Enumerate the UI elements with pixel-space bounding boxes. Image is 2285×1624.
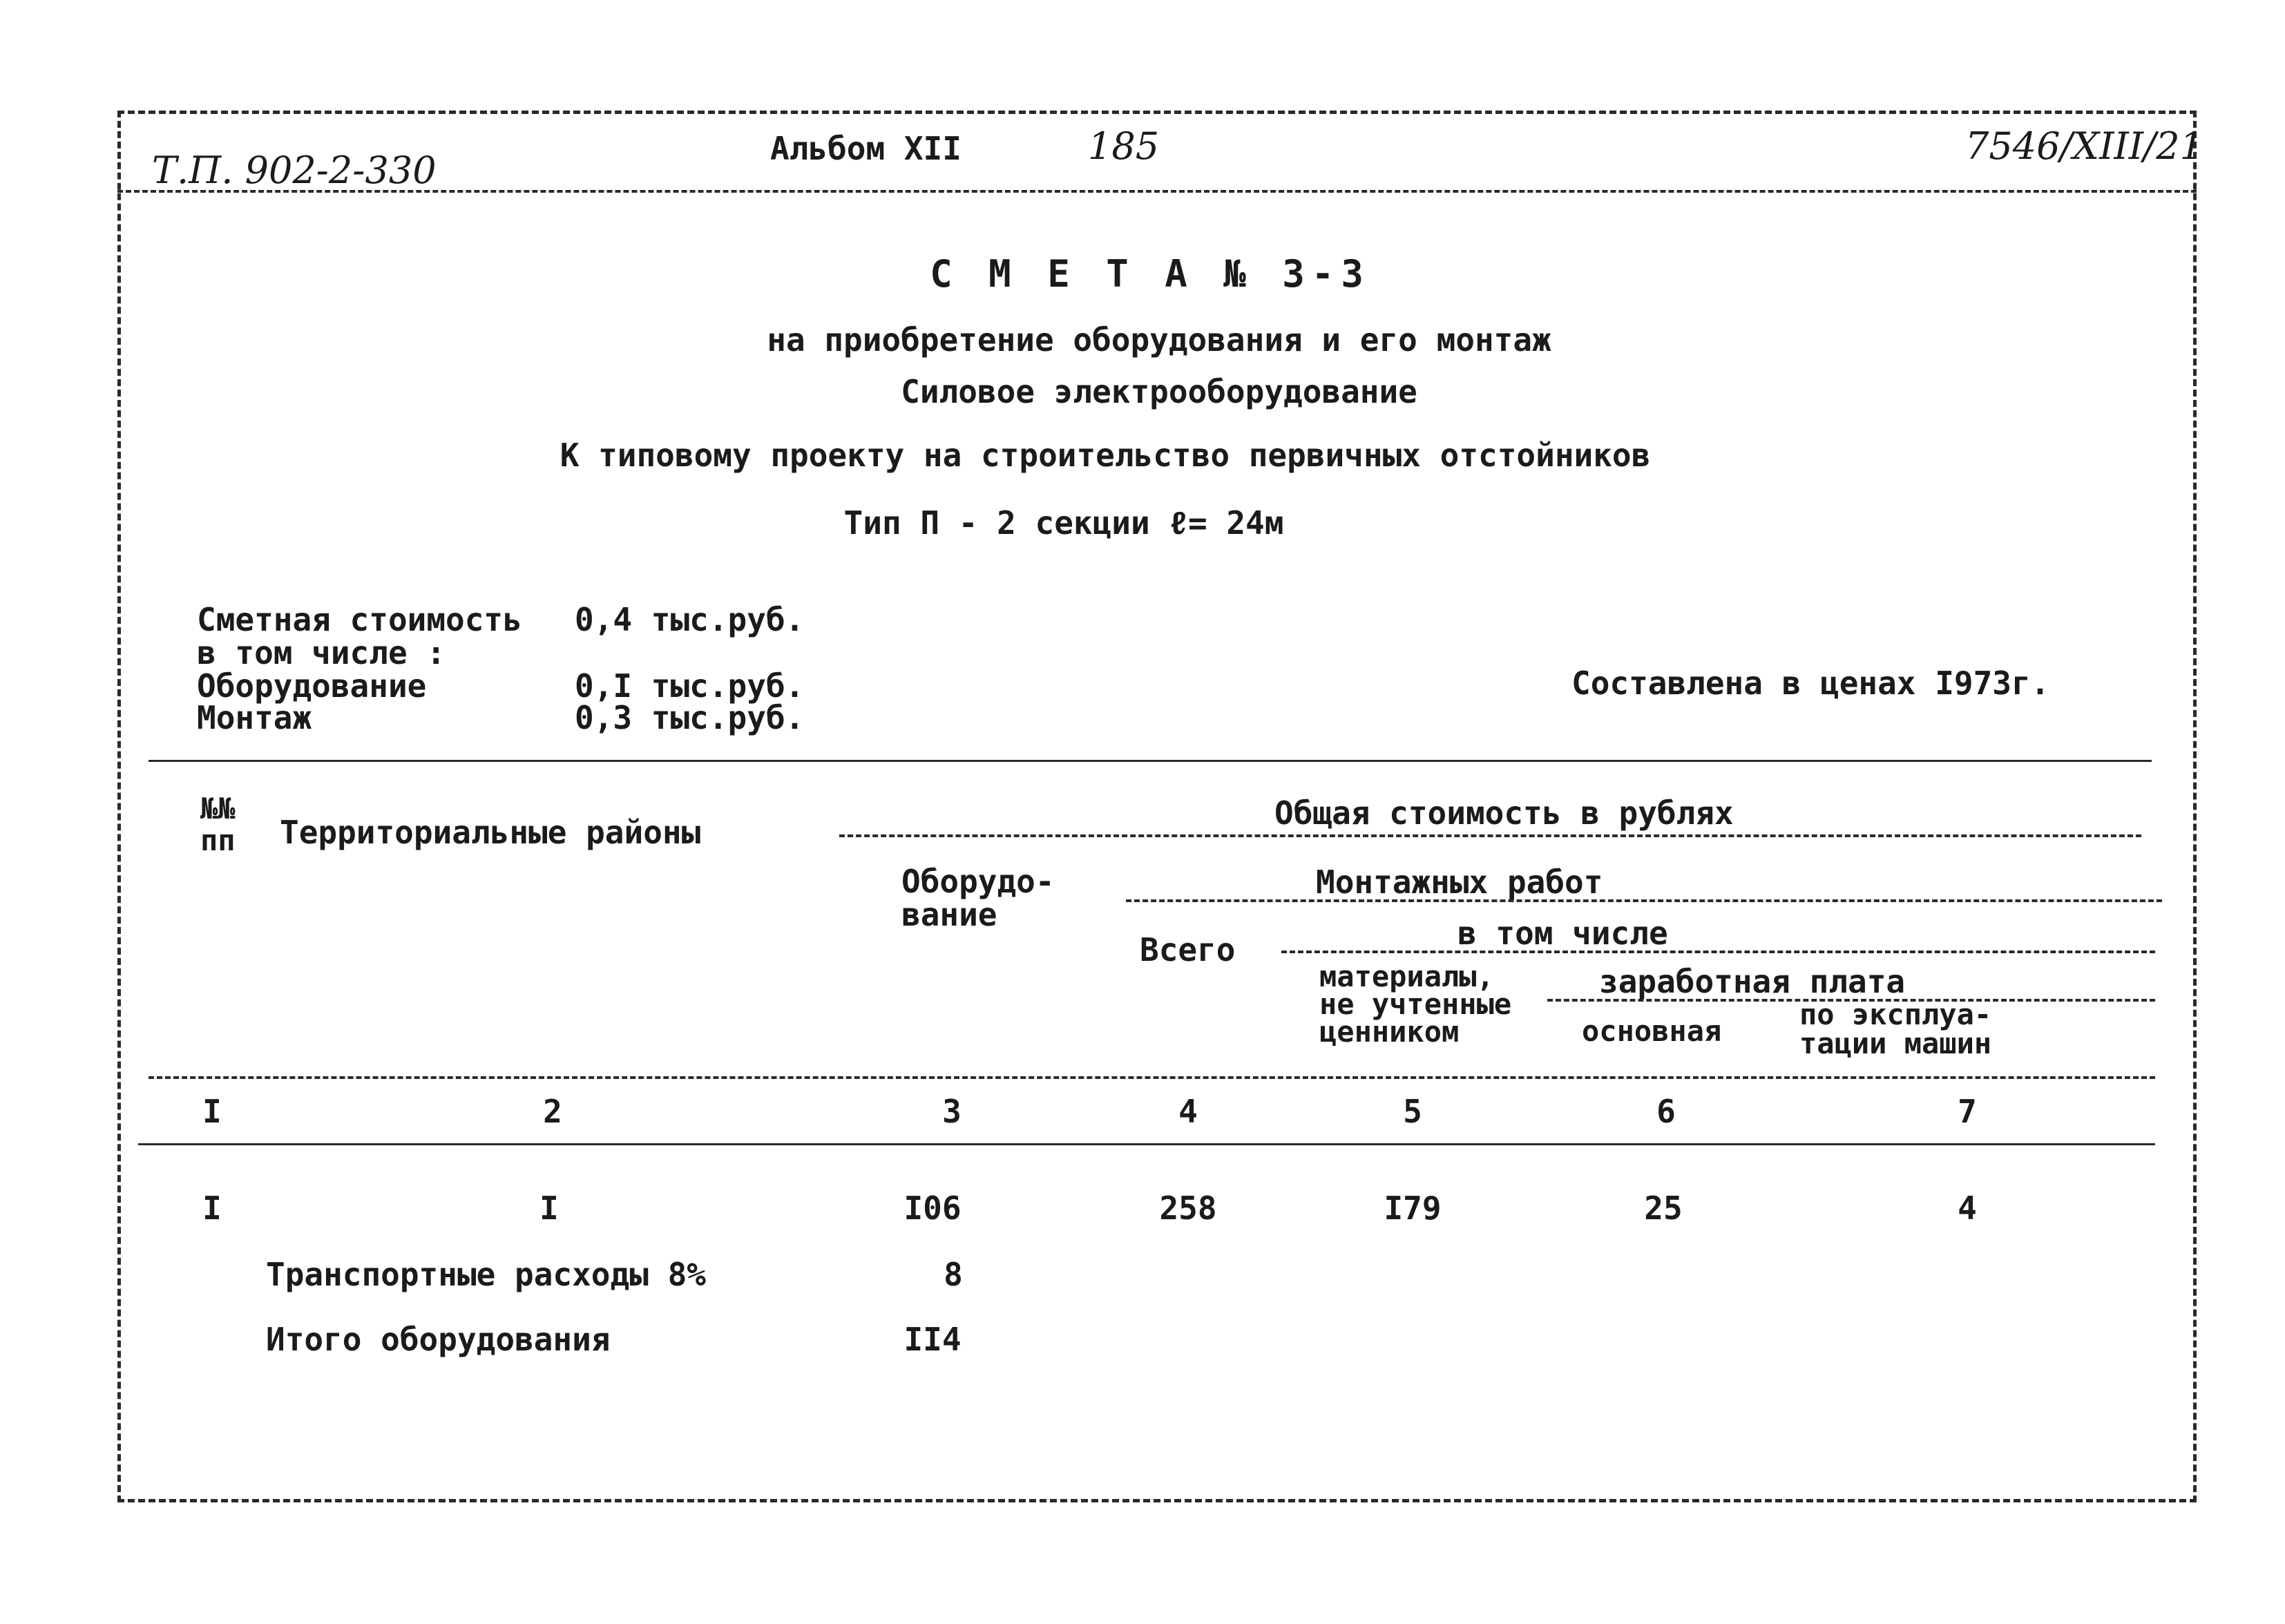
header-total: Всего — [1140, 931, 1236, 968]
total-equipment-label: Итого оборудования — [266, 1321, 611, 1358]
page-frame — [117, 111, 2197, 1502]
title-line-2: Силовое электрооборудование — [901, 373, 1417, 410]
transport-label: Транспортные расходы 8% — [266, 1256, 706, 1293]
cost-label: Сметная стоимость — [197, 601, 522, 638]
including-label: в том числе : — [197, 634, 446, 671]
header-num: №№ пп — [200, 792, 236, 857]
archive-code: 7546/XIII/21 — [1965, 124, 2203, 168]
row-region: I — [539, 1190, 559, 1227]
transport-value: 8 — [944, 1256, 963, 1293]
colnum-2: 2 — [543, 1093, 562, 1130]
row-equipment: I06 — [904, 1190, 962, 1227]
rule-colnums-bottom — [138, 1143, 2155, 1145]
colnum-6: 6 — [1656, 1093, 1676, 1130]
header-including: в том числе — [1457, 915, 1668, 952]
header-materials: материалы, не учтенные ценником — [1319, 959, 1512, 1049]
prices-note: Составлена в ценах I973г. — [1571, 665, 2050, 702]
colnum-7: 7 — [1958, 1093, 1977, 1130]
header-mounting-works: Монтажных работ — [1316, 863, 1603, 901]
title-line-3: К типовому проекту на строительство первичных отстойников — [560, 437, 1651, 474]
header-wages: заработная плата — [1599, 963, 1906, 1000]
album-label: Альбом XII — [770, 130, 962, 167]
header-divider — [117, 190, 2197, 193]
colnum-4: 4 — [1178, 1093, 1198, 1130]
mounting-label: Монтаж — [197, 699, 312, 736]
mounting-value: 0,3 тыс.руб. — [575, 699, 805, 736]
rule-mounting — [1126, 899, 2162, 902]
header-total-cost: Общая стоимость в рублях — [1274, 794, 1734, 832]
total-equipment-value: II4 — [904, 1321, 962, 1358]
header-regions: Территориальные районы — [280, 814, 701, 851]
colnum-1: I — [202, 1093, 222, 1130]
title-line-1: на приобретение оборудования и его монтаж — [767, 321, 1551, 359]
row-wages-basic: 25 — [1644, 1190, 1683, 1227]
header-equipment: Оборудо- вание — [901, 863, 1055, 933]
row-wages-machines: 4 — [1958, 1190, 1977, 1227]
project-code: Т.П. 902-2-330 — [152, 149, 437, 192]
colnum-5: 5 — [1403, 1093, 1422, 1130]
equipment-label: Оборудование — [197, 667, 427, 705]
rule-total-cost — [839, 834, 2141, 837]
header-wages-machines: по эксплуа- тации машин — [1799, 997, 1992, 1060]
rule-header-bottom — [149, 1076, 2155, 1079]
colnum-3: 3 — [942, 1093, 962, 1130]
estimate-title: С М Е Т А № 3-3 — [930, 252, 1370, 296]
row-num: I — [202, 1190, 222, 1227]
row-total: 258 — [1159, 1190, 1217, 1227]
table-top-rule — [149, 760, 2152, 762]
row-materials: I79 — [1384, 1190, 1442, 1227]
rule-including — [1281, 950, 2155, 953]
header-wages-basic: основная — [1582, 1014, 1722, 1048]
page-number: 185 — [1088, 124, 1160, 168]
equipment-value: 0,I тыс.руб. — [575, 667, 805, 705]
cost-value: 0,4 тыс.руб. — [575, 601, 805, 638]
title-line-4: Тип П - 2 секции ℓ= 24м — [843, 504, 1284, 542]
